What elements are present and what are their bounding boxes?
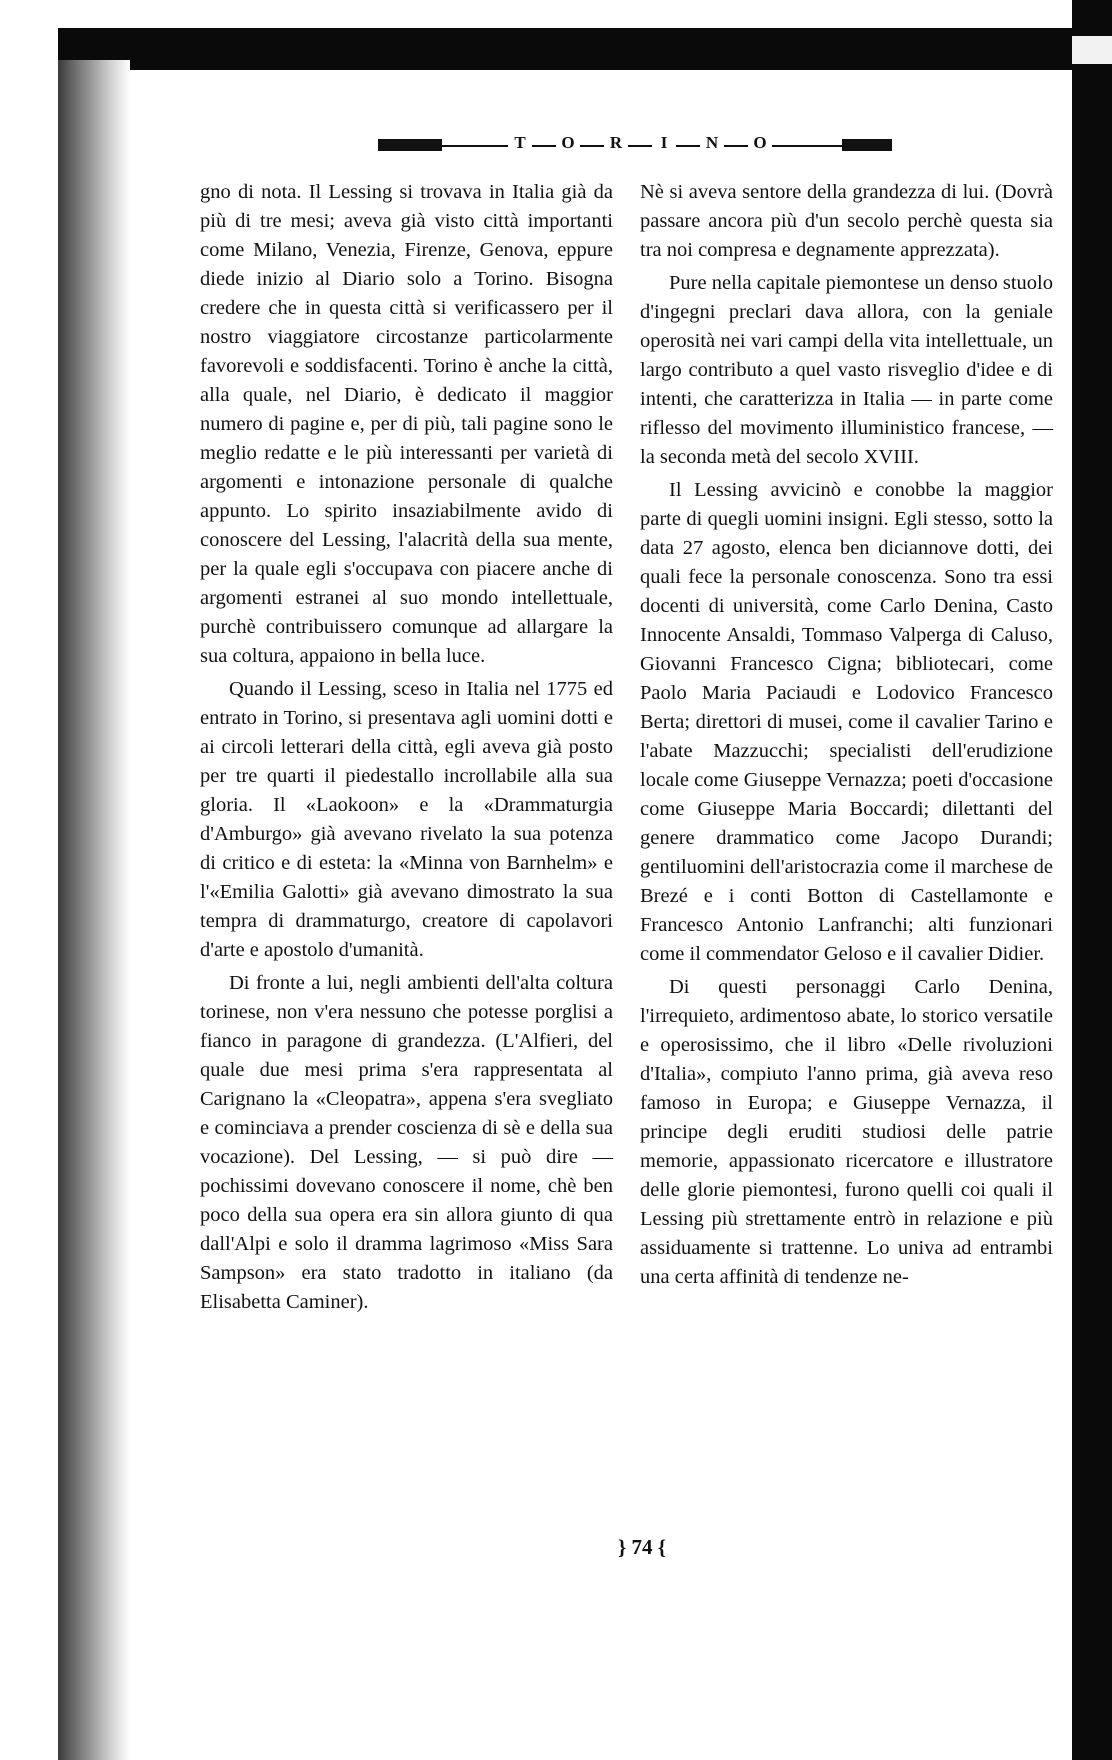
text-column-right [640, 178, 1053, 1296]
paragraph: Di questi personaggi Carlo Denina, l'irrequieto, ardimentoso abate, lo storico versatile e operosissimo, che il libro «Delle rivoluzioni d'Italia», compiuto l'anno prima, già aveva reso famoso in Europa; e Giuseppe Vernazza, il principe degli eruditi studiosi delle patrie memorie, appassionato ricercatore e illustratore delle glorie piemontesi, furono quelli coi quali il Lessing più strettamente entrò in relazione e più assiduamente si trattenne. Lo univa ad entrambi una certa affinità di tendenze ne- [640, 976, 1053, 1288]
running-head-letter: O [748, 133, 772, 153]
paragraph: Il Lessing avvicinò e conobbe la maggior parte di quegli uomini insigni. Egli stesso, sotto la data 27 agosto, elenca ben diciannove dotti, dei quali fece la personale conoscenza. Sono tra essi docenti di università, come Carlo Denina, Casto Innocente Ansaldi, Tommaso Valperga di Caluso, Giovanni Francesco Cigna; bibliotecari, come Paolo Maria Paciaudi e Lodovico Francesco Berta; direttori di musei, come il cavalier Tarino e l'abate Mazzucchi; specialisti dell'erudizione locale come Giuseppe Vernazza; poeti d'occasione come Giuseppe Maria Boccardi; dilettanti del genere drammatico come Jacopo Durandi; gentiluomini dell'aristocrazia come il marchese de Brezé e i conti Botton di Castellamonte e Francesco Antonio Lanfranchi; alti funzionari come il commendator Geloso e il cavalier Didier. [640, 479, 1053, 965]
running-head [378, 133, 892, 153]
paragraph: Nè si aveva sentore della grandezza di lui. (Dovrà passare ancora più d'un secolo perchè questa sia tra noi compresa e degnamente apprezzata). [640, 181, 1053, 261]
text-column-left [200, 178, 613, 1321]
page-number: } 74 { [617, 1535, 667, 1559]
scan-left-margin [0, 0, 58, 1760]
scan-dark-border-right [1072, 0, 1112, 1760]
running-head-letter: R [604, 133, 628, 153]
running-head-letter: I [652, 133, 676, 153]
running-head-rule [378, 145, 892, 147]
book-gutter-shadow [58, 60, 130, 1760]
running-head-letter: N [700, 133, 724, 153]
paragraph: Quando il Lessing, sceso in Italia nel 1775 ed entrato in Torino, si presentava agli uomini dotti e ai circoli letterari della città, egli aveva già posto per tre quarti il piedestallo incrollabile alla sua gloria. Il «Laokoon» e la «Drammaturgia d'Amburgo» già avevano rivelato la sua potenza di critico e di esteta: la «Minna von Barnhelm» e l'«Emilia Galotti» già avevano dimostrato la sua tempra di drammaturgo, creatore di capolavori d'arte e apostolo d'umanità. [200, 678, 613, 961]
paragraph: Di fronte a lui, negli ambienti dell'alta coltura torinese, non v'era nessuno che potesse porglisi a fianco in paragone di grandezza. (L'Alfieri, del quale due mesi prima s'era rappresentata al Carignano la «Cleopatra», appena s'era svegliato e cominciava a prender coscienza di sè e della sua vocazione). Del Lessing, — si può dire — pochissimi dovevano conoscere il nome, chè ben poco della sua opera era sin allora giunto di qua dall'Alpi e solo il dramma lagrimoso «Miss Sara Sampson» era stato tradotto in italiano (da Elisabetta Caminer). [200, 972, 613, 1313]
paragraph: Pure nella capitale piemontese un denso stuolo d'ingegni preclari dava allora, con la geniale operosità nei vari campi della vita intellettuale, un largo contributo a quel vasto risveglio d'idee e di intenti, che caratterizza in Italia — in parte come riflesso del movimento illuministico francese, — la seconda metà del secolo XVIII. [640, 272, 1053, 468]
running-head-letter: O [556, 133, 580, 153]
running-head-letter: T [508, 133, 532, 153]
running-head-ornament-left [378, 139, 442, 151]
scan-right-highlight [1072, 36, 1112, 64]
paragraph: gno di nota. Il Lessing si trovava in Italia già da più di tre mesi; aveva già visto città importanti come Milano, Venezia, Firenze, Genova, eppure diede inizio al Diario solo a Torino. Bisogna credere che in questa città si verificassero per il nostro viaggiatore circostanze particolarmente favorevoli e soddisfacenti. Torino è anche la città, alla quale, nel Diario, è dedicato il maggior numero di pagine e, per di più, tali pagine sono le meglio redatte e le più interessanti per varietà di argomenti e intonazione personale di qualche appunto. Lo spirito insaziabilmente avido di conoscere del Lessing, l'alacrità della sua mente, per la quale egli s'occupava con piacere anche di argomenti estranei al suo mondo intellettuale, purchè contribuissero comunque ad allargare la sua coltura, appaiono in bella luce. [200, 181, 613, 667]
running-head-ornament-right [842, 139, 892, 151]
